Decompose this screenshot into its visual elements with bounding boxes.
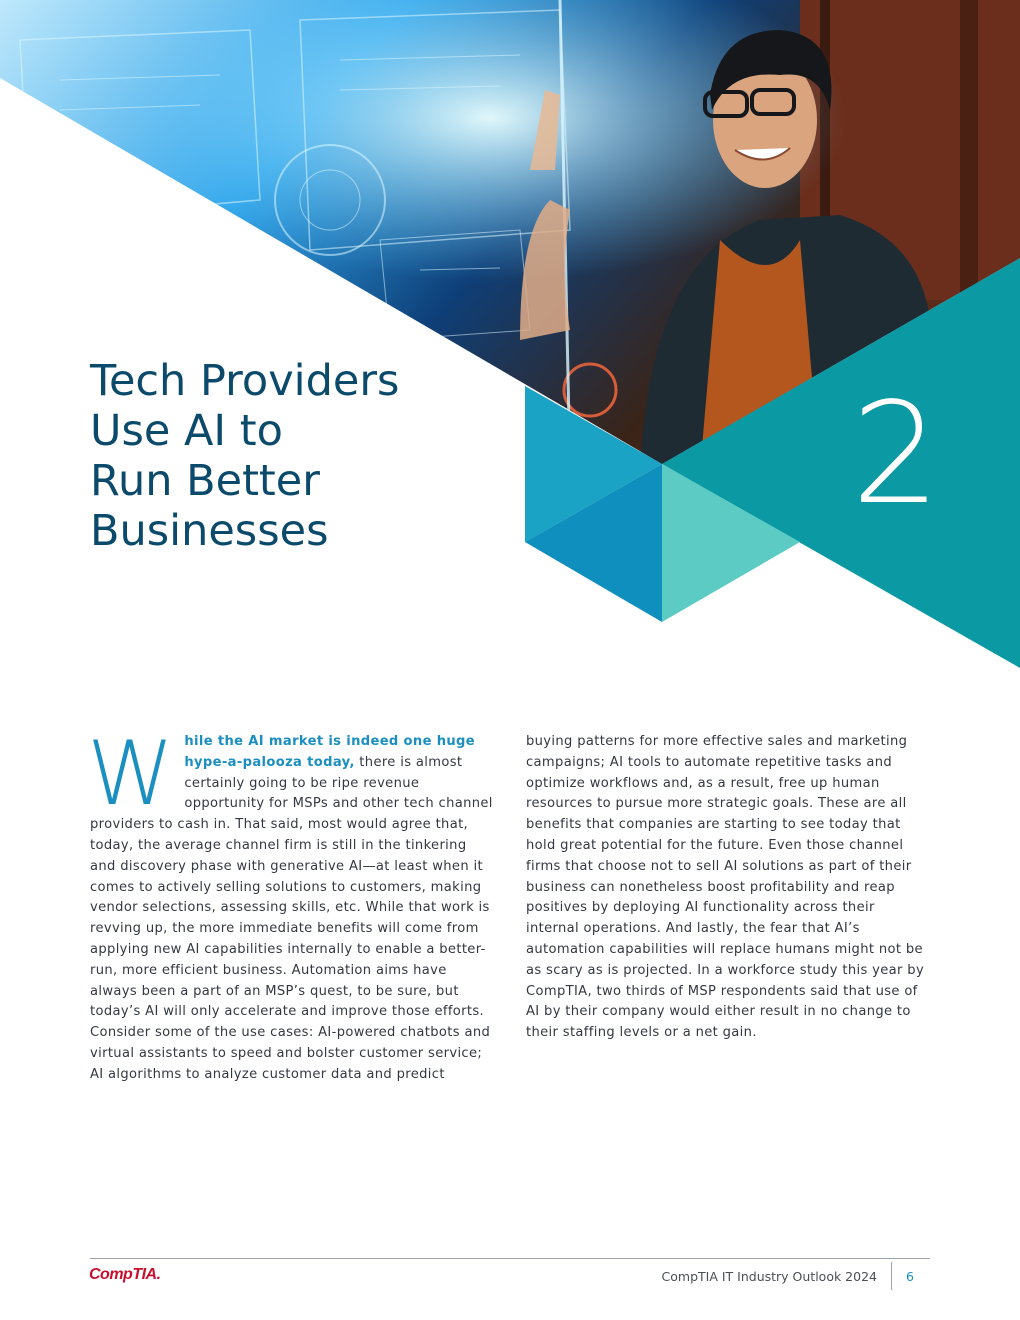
footer-divider-line	[90, 1258, 930, 1259]
title-line: Use AI to	[90, 406, 283, 456]
body-text	[87, 722, 930, 1092]
page-number: 6	[906, 1269, 914, 1284]
drop-cap: W	[87, 722, 175, 825]
chapter-number: 2	[851, 373, 935, 536]
publication-title: CompTIA IT Industry Outlook 2024	[661, 1269, 877, 1284]
title-line: Run Better	[90, 456, 320, 506]
footer-vertical-divider	[891, 1262, 892, 1290]
title-line: Tech Providers	[90, 356, 400, 406]
comptia-logo: CompTIA.	[89, 1266, 161, 1283]
title-line: Businesses	[90, 506, 329, 556]
body-paragraph: there is almost certainly going to be ripe revenue opportunity for MSPs and other tech channel providers to cash in. That said, most would agree that, today, the average channel firm is still in the tinkering and discovery phase with generative AI—at least when it comes to actively selling solutions to customers, making vendor selections, assessing skills, etc. While that work is revving up, the more immediate benefits will come from applying new AI capabilities internally to enable a better-run, more efficient business. Automation aims have always been a part of an MSP’s quest, to be sure, but today’s AI will only accelerate and improve those efforts. Consider some of the use cases: AI-powered chatbots and virtual assistants to speed and bolster customer service; AI algorithms to analyze customer data and predict buying patterns for more effective sales and marketing campaigns; AI tools to automate repetitive tasks and optimize workflows and, as a result, free up human resources to pursue more strategic goals. These are all benefits that companies are starting to see today that hold great potential for the future. Even those channel firms that choose not to sell AI solutions as part of their business can nonetheless boost profitability and reap positives by deploying AI functionality across their internal operations. And lastly, the fear that AI’s automation capabilities will replace humans might not be as scary as is projected. In a workforce study this year by CompTIA, two thirds of MSP respondents said that use of AI by their company would either result in no change to their staffing levels or a net gain.	[90, 734, 925, 1082]
page-title	[90, 356, 510, 556]
lead-in: hile the AI market is indeed one huge hype-a-palooza today,	[184, 734, 476, 770]
